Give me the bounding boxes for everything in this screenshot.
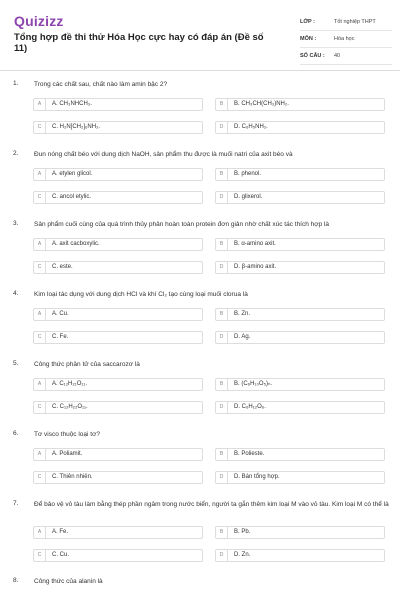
meta-label: MÔN : xyxy=(300,36,317,42)
answer-option-a[interactable] xyxy=(33,378,203,391)
option-letter: C xyxy=(34,332,46,343)
question-number: 3. xyxy=(13,220,19,227)
answer-option-d[interactable] xyxy=(215,191,385,204)
answer-option-c[interactable] xyxy=(33,191,203,204)
option-text: D. β-amino axit. xyxy=(234,264,277,270)
answer-option-c[interactable] xyxy=(33,331,203,344)
option-text: A. C₁₂H₂₁O₁₁. xyxy=(52,381,88,387)
answer-option-a[interactable] xyxy=(33,526,203,539)
option-letter: D xyxy=(216,402,228,413)
option-letter: C xyxy=(34,472,46,483)
meta-row-subject xyxy=(300,31,392,48)
question-text: Công thức của alanin là xyxy=(34,578,103,585)
option-text: D. C₆H₅NH₂. xyxy=(234,124,268,130)
option-text: B. phenol. xyxy=(234,171,262,177)
option-text: D. C₆H₁₂O₆. xyxy=(234,404,266,410)
answer-option-c[interactable] xyxy=(33,261,203,274)
answer-option-b[interactable] xyxy=(215,168,385,181)
question-text: Để bảo vệ vỏ tàu làm bằng thép phần ngâm trong nước biển, người ta gắn thêm kim loại M vào vỏ tàu. Kim loại M có thể là xyxy=(34,501,389,508)
option-text: A. Poliamit. xyxy=(52,451,83,457)
option-letter: B xyxy=(216,169,228,180)
answer-option-b[interactable] xyxy=(215,378,385,391)
option-letter: A xyxy=(34,449,46,460)
question-number: 4. xyxy=(13,290,19,297)
question-number: 7. xyxy=(13,500,19,507)
option-letter: C xyxy=(34,192,46,203)
option-text: A. etylen glicol. xyxy=(52,171,93,177)
answer-option-b[interactable] xyxy=(215,308,385,321)
meta-row-class xyxy=(300,14,392,31)
answer-option-b[interactable] xyxy=(215,98,385,111)
quizizz-logo: Quizizz xyxy=(14,13,64,29)
option-text: C. H₂N[CH₂]₆NH₂. xyxy=(52,124,101,130)
option-letter: D xyxy=(216,550,228,561)
option-text: D. glixerol. xyxy=(234,194,263,200)
answer-option-a[interactable] xyxy=(33,448,203,461)
option-letter: D xyxy=(216,262,228,273)
question-text: Kim loại tác dụng với dung dịch HCl và khí Cl₂ tạo cùng loại muối clorua là xyxy=(34,291,248,298)
meta-value: Hóa học xyxy=(334,36,355,42)
option-letter: D xyxy=(216,472,228,483)
option-letter: B xyxy=(216,527,228,538)
option-text: C. Thiên nhiên. xyxy=(52,474,93,480)
option-text: C. Cu. xyxy=(52,552,70,558)
answer-option-b[interactable] xyxy=(215,238,385,251)
answer-option-b[interactable] xyxy=(215,526,385,539)
option-letter: D xyxy=(216,332,228,343)
answer-option-d[interactable] xyxy=(215,471,385,484)
option-letter: A xyxy=(34,239,46,250)
option-letter: C xyxy=(34,262,46,273)
meta-label: SỐ CÂU : xyxy=(300,53,325,59)
option-letter: A xyxy=(34,379,46,390)
question-number: 1. xyxy=(13,80,19,87)
question-text: Đun nóng chất béo với dung dịch NaOH, sản phẩm thu được là muối natri của axit béo và xyxy=(34,151,293,158)
option-text: B. Pb. xyxy=(234,529,251,535)
answer-option-c[interactable] xyxy=(33,401,203,414)
option-text: A. CH₃NHCH₃. xyxy=(52,101,92,107)
answer-option-d[interactable] xyxy=(215,549,385,562)
option-letter: C xyxy=(34,550,46,561)
option-text: D. Bán tổng hợp. xyxy=(234,474,280,480)
answer-option-d[interactable] xyxy=(215,331,385,344)
question-text: Tơ visco thuộc loại tơ? xyxy=(34,431,100,438)
option-letter: D xyxy=(216,192,228,203)
meta-value: Tốt nghiệp THPT xyxy=(334,19,376,25)
option-text: B. Polieste. xyxy=(234,451,265,457)
option-letter: B xyxy=(216,239,228,250)
answer-option-d[interactable] xyxy=(215,121,385,134)
question-number: 5. xyxy=(13,360,19,367)
page-title: Tổng hợp đề thi thử Hóa Học cực hay có đáp án (Đề số 11) xyxy=(14,32,264,54)
answer-option-c[interactable] xyxy=(33,549,203,562)
question-number: 8. xyxy=(13,577,19,584)
meta-row-count xyxy=(300,48,392,65)
option-letter: B xyxy=(216,99,228,110)
question-text: Sản phẩm cuối cùng của quá trình thủy phân hoàn toàn protein đơn giản nhờ chất xúc tác thích hợp là xyxy=(34,221,330,228)
option-text: C. ancol etylic. xyxy=(52,194,92,200)
question-text: Công thức phân tử của saccarozơ là xyxy=(34,361,140,368)
answer-option-b[interactable] xyxy=(215,448,385,461)
option-letter: A xyxy=(34,169,46,180)
option-text: B. α-amino axit. xyxy=(234,241,276,247)
header-divider xyxy=(0,70,400,71)
question-number: 2. xyxy=(13,150,19,157)
option-letter: B xyxy=(216,379,228,390)
answer-option-a[interactable] xyxy=(33,168,203,181)
answer-option-c[interactable] xyxy=(33,121,203,134)
answer-option-a[interactable] xyxy=(33,238,203,251)
option-letter: C xyxy=(34,122,46,133)
option-text: A. Fe. xyxy=(52,529,69,535)
option-text: A. axit cacboxylic. xyxy=(52,241,100,247)
question-number: 6. xyxy=(13,430,19,437)
option-text: B. (C₆H₁₀O₅)ₙ. xyxy=(234,381,273,387)
option-text: B. Zn. xyxy=(234,311,251,317)
option-letter: B xyxy=(216,309,228,320)
answer-option-a[interactable] xyxy=(33,98,203,111)
answer-option-c[interactable] xyxy=(33,471,203,484)
option-letter: A xyxy=(34,99,46,110)
option-letter: A xyxy=(34,309,46,320)
option-text: A. Cu. xyxy=(52,311,69,317)
page-header xyxy=(0,0,400,70)
option-letter: D xyxy=(216,122,228,133)
option-text: D. Zn. xyxy=(234,552,251,558)
option-letter: C xyxy=(34,402,46,413)
option-text: C. este. xyxy=(52,264,73,270)
option-text: B. CH₃CH(CH₃)NH₂. xyxy=(234,101,289,107)
option-text: C. C₁₂H₂₂O₁₁. xyxy=(52,404,88,410)
question-text: Trong các chất sau, chất nào làm amin bậc 2? xyxy=(34,81,168,88)
answer-option-a[interactable] xyxy=(33,308,203,321)
answer-option-d[interactable] xyxy=(215,261,385,274)
meta-label: LỚP : xyxy=(300,19,315,25)
option-text: C. Fe. xyxy=(52,334,69,340)
answer-option-d[interactable] xyxy=(215,401,385,414)
quiz-meta xyxy=(300,14,392,65)
option-text: D. Ag. xyxy=(234,334,251,340)
option-letter: B xyxy=(216,449,228,460)
meta-value: 40 xyxy=(334,53,341,59)
option-letter: A xyxy=(34,527,46,538)
